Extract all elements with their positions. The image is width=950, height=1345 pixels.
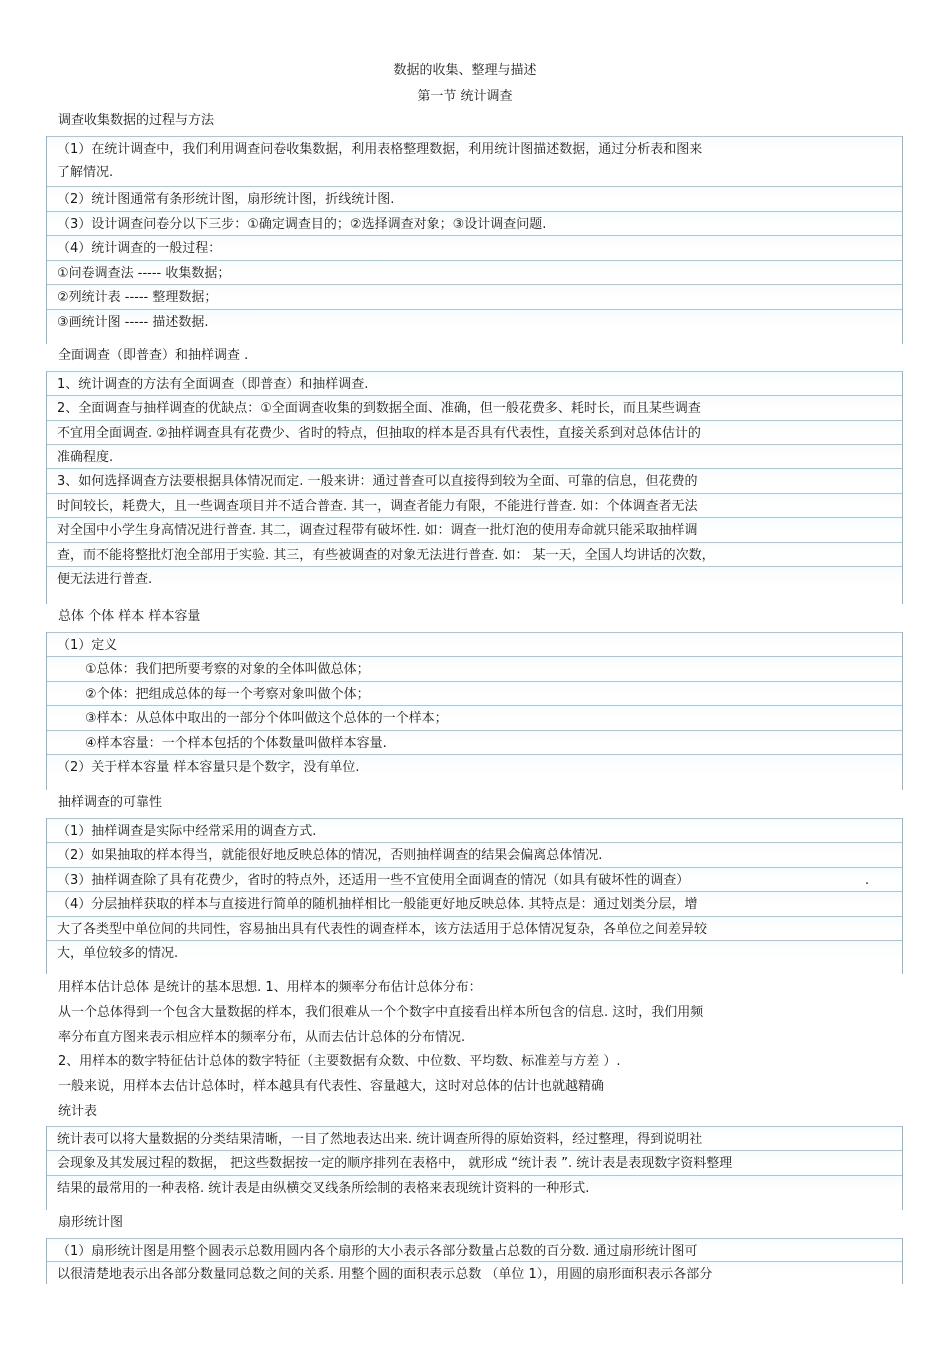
estimate-line: 从一个总体得到一个包含大量数据的样本，我们很难从一个个数字中直接看出样本所包含的信息. 这时，我们用频 — [58, 1005, 704, 1020]
document-title: 数据的收集、整理与描述 — [393, 63, 537, 78]
text-row: （3）设计调查问卷分以下三步：①确定调查目的；②选择调查对象；③设计调查问题. — [47, 211, 902, 235]
population-box — [46, 632, 903, 790]
text-row: 统计表可以将大量数据的分类结果清晰，一目了然地表达出来. 统计调查所得的原始资料，经过整理，得到说明社 — [47, 1126, 902, 1150]
text-row: 结果的最常用的一种表格. 统计表是由纵横交叉线条所绘制的表格来表现统计资料的一种形式. — [47, 1175, 902, 1210]
heading-process: 调查收集数据的过程与方法 — [58, 113, 215, 128]
text-row: （2）关于样本容量 样本容量只是个数字，没有单位. — [47, 754, 902, 790]
text-row: 准确程度. — [47, 444, 902, 468]
text-row: ①总体：我们把所要考察的对象的全体叫做总体； — [47, 656, 902, 681]
text-row: 大了各类型中单位间的共同性，容易抽出具有代表性的调查样本，该方法适用于总体情况复杂，各单位之间差异较 — [47, 916, 902, 940]
text-row: 便无法进行普查. — [47, 566, 902, 604]
text-row: （4）分层抽样获取的样本与直接进行简单的随机抽样相比一般能更好地反映总体. 其特点是：通过划类分层，增 — [47, 891, 902, 916]
heading-table: 统计表 — [58, 1104, 98, 1119]
text-row: ②个体：把组成总体的每一个考察对象叫做个体； — [47, 681, 902, 705]
text-row: 2、全面调查与抽样调查的优缺点：①全面调查收集的到数据全面、准确，但一般花费多、耗时长，而且某些调查 — [47, 395, 902, 420]
heading-reliability: 抽样调查的可靠性 — [58, 795, 163, 810]
heading-census: 全面调查（即普查）和抽样调查 . — [58, 348, 249, 363]
text-row: 以很清楚地表示出各部分数量同总数之间的关系. 用整个圆的面积表示总数 （单位 1），用圆的扇形面积表示各部分 — [47, 1261, 902, 1284]
text-row: 查，而不能将整批灯泡全部用于实验. 其三，有些被调查的对象无法进行普查. 如： 某一天，全国人均讲话的次数， — [47, 542, 902, 566]
table-box — [46, 1126, 903, 1210]
text-row: （2）如果抽取的样本得当，就能很好地反映总体的情况，否则抽样调查的结果会偏离总体情况. — [47, 842, 902, 867]
heading-pie: 扇形统计图 — [58, 1215, 124, 1230]
text-row: 了解情况. — [57, 165, 114, 180]
heading-population: 总体 个体 样本 样本容量 — [58, 609, 201, 624]
text-row: 对全国中小学生身高情况进行普查. 其二，调查过程带有破坏性. 如：调查一批灯泡的使用寿命就只能采取抽样调 — [47, 517, 902, 542]
text-row: 1、统计调查的方法有全面调查（即普查）和抽样调查. — [47, 371, 902, 395]
text-row: （1）抽样调查是实际中经常采用的调查方式. — [47, 818, 902, 842]
reliability-box — [46, 818, 903, 974]
text-row: ③画统计图 ----- 描述数据. — [47, 309, 902, 344]
text-row: ②列统计表 ----- 整理数据； — [47, 284, 902, 309]
text-row: （4）统计调查的一般过程： — [47, 235, 902, 260]
census-box — [46, 371, 903, 604]
text-row: ①问卷调查法 ----- 收集数据； — [47, 260, 902, 284]
pie-box — [46, 1238, 903, 1284]
section-title: 第一节 统计调查 — [417, 89, 513, 104]
estimate-line: 2、用样本的数字特征估计总体的数字特征（主要数据有众数、中位数、平均数、标准差与方差 ）. — [58, 1054, 621, 1069]
text-row: 大，单位较多的情况. — [47, 940, 902, 974]
text-row: （3）抽样调查除了具有花费少，省时的特点外，还适用一些不宜使用全面调查的情况（如具有破坏性的调查） . — [47, 867, 902, 891]
estimate-line: 率分布直方图来表示相应样本的频率分布，从而去估计总体的分布情况. — [58, 1030, 466, 1045]
text-row: （1）在统计调查中，我们利用调查问卷收集数据，利用表格整理数据，利用统计图描述数据，通过分析表和图来 — [47, 136, 902, 160]
text-row: （1）定义 — [47, 632, 902, 656]
estimate-line: 用样本估计总体 是统计的基本思想. 1、用样本的频率分布估计总体分布： — [58, 980, 482, 995]
process-box — [46, 136, 903, 344]
text-row: 3、如何选择调查方法要根据具体情况而定. 一般来讲：通过普查可以直接得到较为全面、可靠的信息，但花费的 — [47, 468, 902, 493]
text-row: 不宜用全面调查. ②抽样调查具有花费少、省时的特点，但抽取的样本是否具有代表性，直接关系到对总体估计的 — [47, 420, 902, 444]
text-row: 会现象及其发展过程的数据， 把这些数据按一定的顺序排列在表格中， 就形成 “统计表 ”. 统计表是表现数字资料整理 — [47, 1150, 902, 1175]
text-row: （1）扇形统计图是用整个圆表示总数用圆内各个扇形的大小表示各部分数量占总数的百分数. 通过扇形统计图可 — [47, 1238, 902, 1261]
text-row: ③样本：从总体中取出的一部分个体叫做这个总体的一个样本； — [47, 705, 902, 730]
text-row: ④样本容量：一个样本包括的个体数量叫做样本容量. — [47, 730, 902, 754]
trailing-dot: . — [865, 873, 870, 888]
text-row: 时间较长，耗费大，且一些调查项目并不适合普查. 其一，调查者能力有限，不能进行普查. 如：个体调查者无法 — [47, 493, 902, 517]
text-row: （2）统计图通常有条形统计图，扇形统计图，折线统计图. — [47, 186, 902, 211]
estimate-line: 一般来说，用样本去估计总体时，样本越具有代表性、容量越大，这时对总体的估计也就越精确 — [58, 1079, 605, 1094]
